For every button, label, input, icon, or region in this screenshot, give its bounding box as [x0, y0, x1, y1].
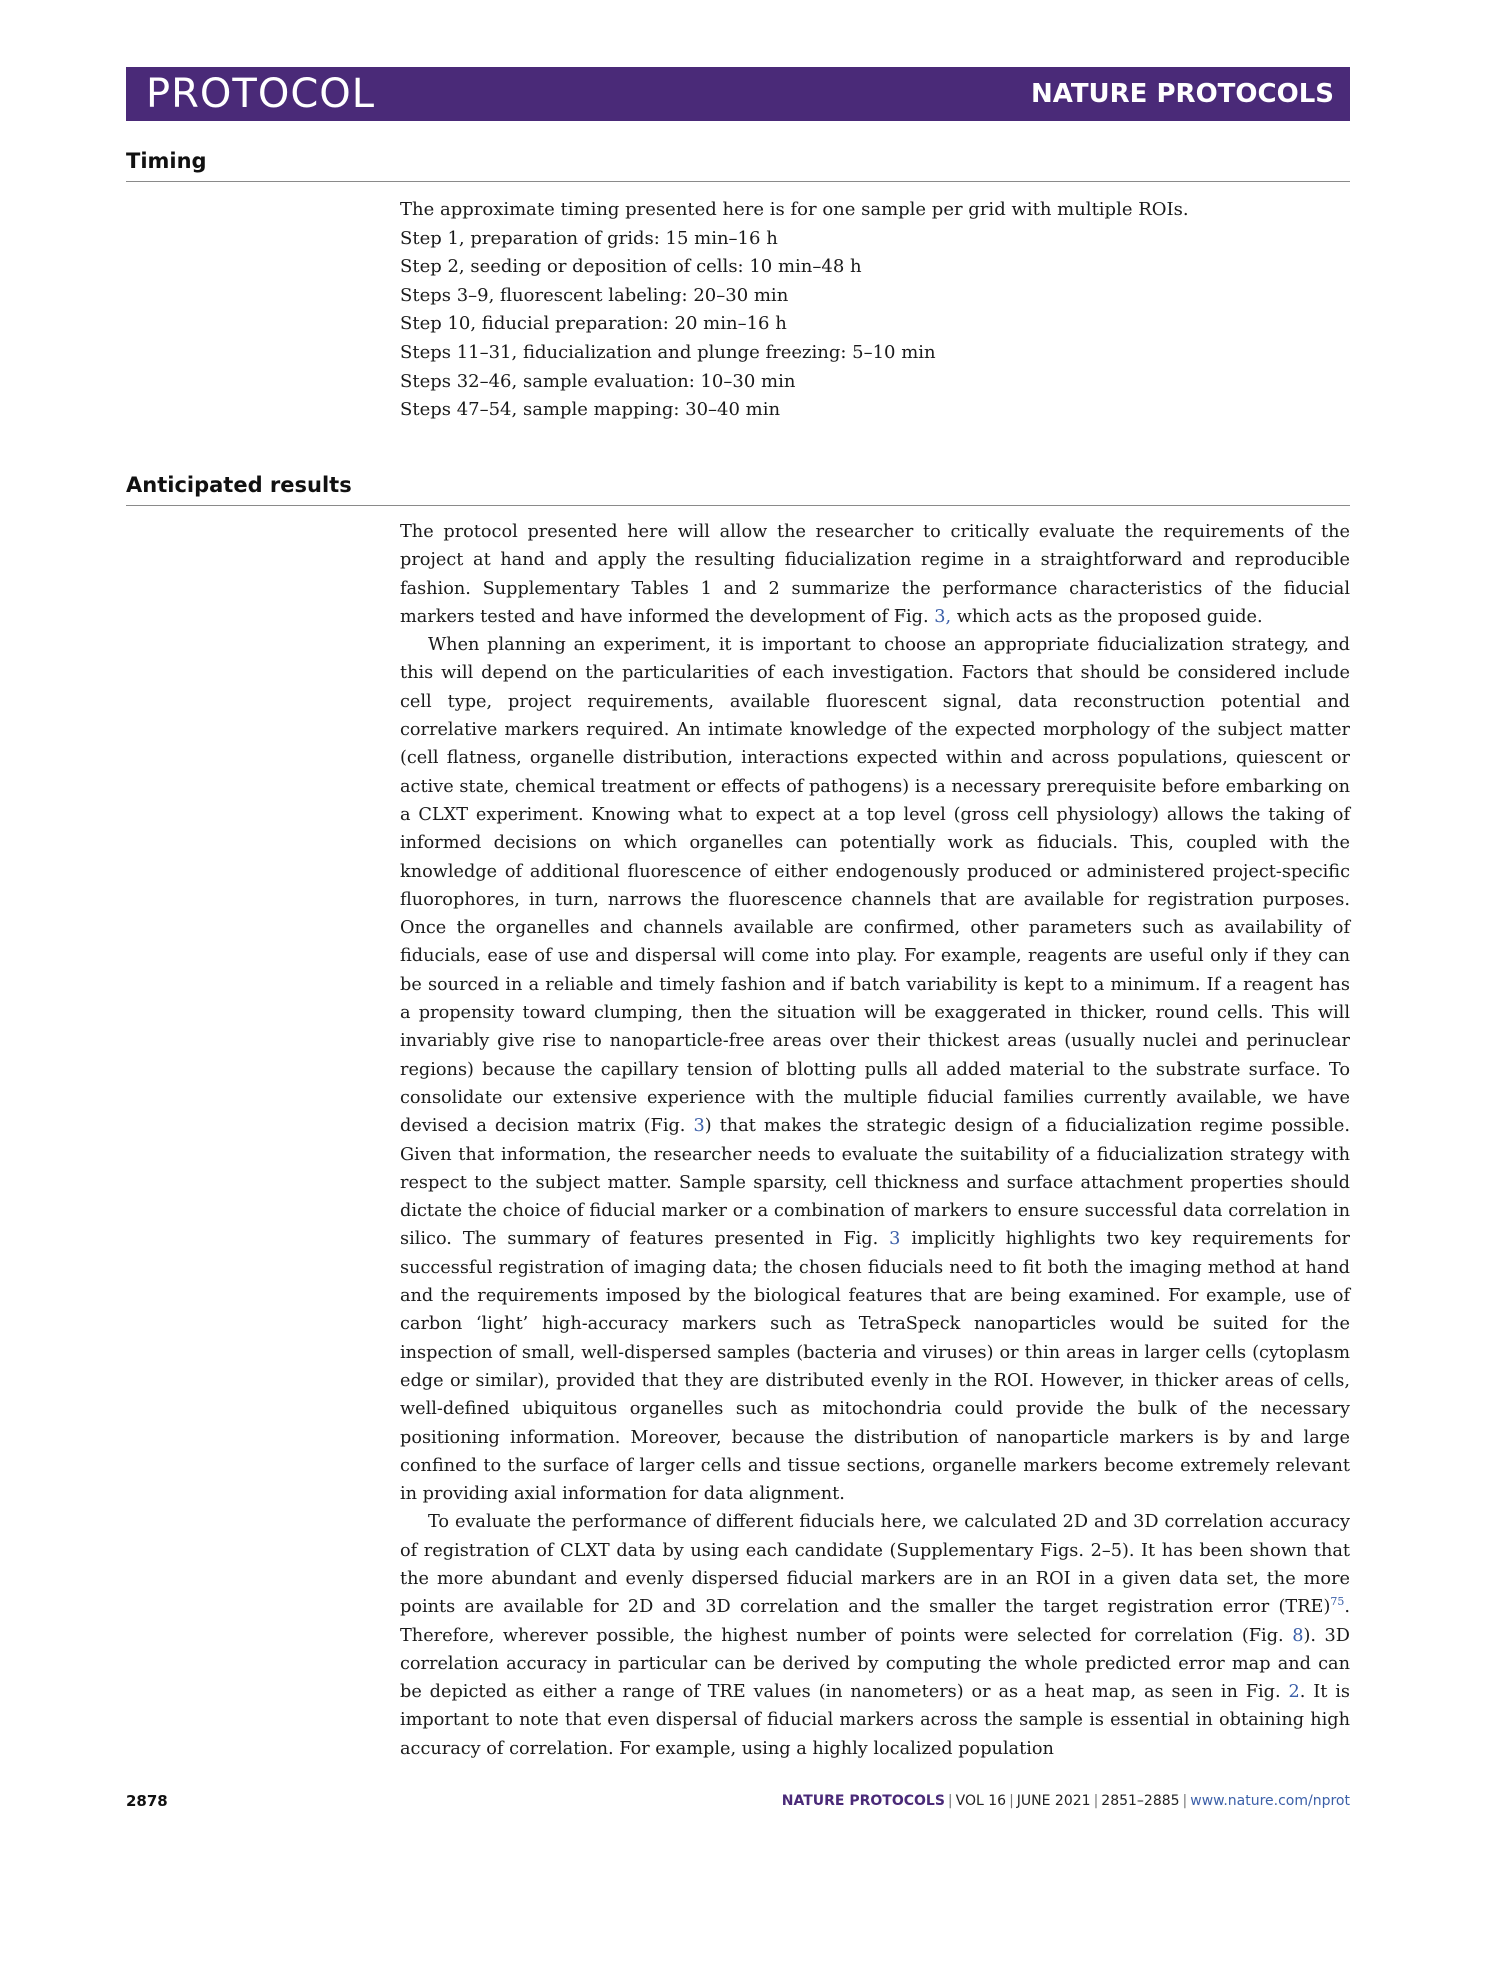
paragraph-text: which acts as the proposed guide. [951, 606, 1263, 627]
paragraph [400, 518, 1350, 631]
footer-date: JUNE 2021 [1016, 1793, 1091, 1809]
figure-link[interactable]: 8 [1292, 1625, 1304, 1646]
timing-line: Step 2, seeding or deposition of cells: 10 min–48 h [400, 256, 862, 278]
anticipated-results-body [400, 518, 1350, 1763]
timing-line: The approximate timing presented here is for one sample per grid with multiple ROIs. [400, 199, 1189, 220]
footer-url-link[interactable]: www.nature.com/nprot [1190, 1793, 1350, 1809]
paragraph-text: . It is important to note that even dispersal of fiducial markers across the sample is essential in obtaining high accuracy of correlation. For example, using a highly localized population [400, 1682, 1350, 1759]
protocol-label: PROTOCOL [146, 71, 376, 117]
timing-heading: Timing [126, 149, 1350, 182]
footer-pages: 2851–2885 [1101, 1793, 1180, 1809]
paragraph-text: implicitly highlights two key requirements for successful registration of imaging data; the chosen fiducials need to fit both the imaging method at hand and the requirements imposed by the biological features that are being examined. For example, use of carbon ‘light’ high-accuracy markers such as TetraSpeck nanoparticles would be suited for the inspection of small, well-dispersed samples (bacteria and viruses) or thin areas in larger cells (cytoplasm edge or similar), provided that they are distributed evenly in the ROI. However, in thicker areas of cells, well-defined ubiquitous organelles such as mitochondria could provide the bulk of the necessary positioning information. Moreover, because the distribution of nanoparticle markers is by and large confined to the surface of larger cells and tissue sections, organelle markers become extremely relevant in providing axial information for data alignment. [400, 1229, 1350, 1505]
timing-line: Steps 32–46, sample evaluation: 10–30 min [400, 370, 796, 392]
footer-citation [782, 1793, 1350, 1809]
footer-volume: VOL 16 [955, 1793, 1007, 1809]
timing-list [400, 196, 1350, 425]
timing-line: Step 10, fiducial preparation: 20 min–16 h [400, 313, 787, 335]
anticipated-results-heading: Anticipated results [126, 473, 1350, 506]
footer-separator: | [1182, 1793, 1188, 1809]
paragraph-text: The protocol presented here will allow the researcher to critically evaluate the requirements of the project at hand and apply the resulting fiducialization regime in a straightforward and reproducible fashion. Supplementary Tables 1 and 2 summarize the performance characteristics of the fiducial markers tested and have informed the development of Fig. [400, 522, 1350, 627]
timing-line: Steps 11–31, fiducialization and plunge freezing: 5–10 min [400, 341, 936, 363]
reference-link[interactable]: 75 [1330, 1595, 1345, 1609]
paragraph-text: When planning an experiment, it is important to choose an appropriate fiducialization strategy, and this will depend on the particularities of each investigation. Factors that should be considered include cell type, project requirements, available fluorescent signal, data reconstruction potential and correlative markers required. An intimate knowledge of the expected morphology of the subject matter (cell flatness, organelle distribution, interactions expected within and across populations, quiescent or active state, chemical treatment or effects of pathogens) is a necessary prerequisite before embarking on a CLXT experiment. Knowing what to expect at a top level (gross cell physiology) allows the taking of informed decisions on which organelles can potentially work as fiducials. This, coupled with the knowledge of additional fluorescence of either endogenously produced or administered project-specific fluorophores, in turn, narrows the fluorescence channels that are available for registration purposes. Once the organelles and channels available are confirmed, other parameters such as availability of fiducials, ease of use and dispersal will come into play. For example, reagents are useful only if they can be sourced in a reliable and timely fashion and if batch variability is kept to a minimum. If a reagent has a propensity toward clumping, then the situation will be exaggerated in thicker, round cells. This will invariably give rise to nanoparticle-free areas over their thickest areas (usually nuclei and perinuclear regions) because the capillary tension of blotting pulls all added material to the substrate surface. To consolidate our extensive experience with the multiple fiducial families currently available, we have devised a decision matrix (Fig. [400, 635, 1350, 1137]
paragraph-text: . Therefore, wherever possible, the highest number of points were selected for correlation (Fig. [400, 1597, 1350, 1646]
timing-line: Steps 3–9, fluorescent labeling: 20–30 min [400, 284, 789, 306]
page-number: 2878 [126, 1792, 168, 1810]
journal-name: NATURE PROTOCOLS [1030, 79, 1334, 109]
paragraph-text: To evaluate the performance of different fiducials here, we calculated 2D and 3D correlation accuracy of registration of CLXT data by using each candidate (Supplementary Figs. 2–5). It has been shown that the more abundant and evenly dispersed fiducial markers are in an ROI in a given data set, the more points are available for 2D and 3D correlation and the smaller the target registration error (TRE) [400, 1512, 1350, 1618]
timing-line: Step 1, preparation of grids: 15 min–16 h [400, 227, 778, 249]
header-banner [126, 67, 1350, 121]
paragraph-text: ). 3D correlation accuracy in particular can be derived by computing the whole predicted error map and can be depicted as either a range of TRE values (in nanometers) or as a heat map, as seen in Fig. [400, 1625, 1350, 1703]
figure-link[interactable]: 3, [934, 606, 952, 627]
footer-journal: NATURE PROTOCOLS [781, 1793, 945, 1809]
footer-separator: | [1009, 1793, 1014, 1809]
paragraph-text: ) that makes the strategic design of a fiducialization regime possible. Given that information, the researcher needs to evaluate the suitability of a fiducialization strategy with respect to the subject matter. Sample sparsity, cell thickness and surface attachment properties should dictate the choice of fiducial marker or a combination of markers to ensure successful data correlation in silico. The summary of features presented in Fig. [400, 1116, 1350, 1250]
paragraph [400, 1508, 1350, 1763]
footer-separator: | [947, 1793, 953, 1809]
footer-separator: | [1093, 1793, 1099, 1809]
figure-link[interactable]: 2 [1288, 1682, 1300, 1703]
figure-link[interactable]: 3 [889, 1229, 901, 1250]
timing-line: Steps 47–54, sample mapping: 30–40 min [400, 399, 781, 421]
figure-link[interactable]: 3 [693, 1116, 705, 1137]
paragraph [400, 631, 1350, 1508]
